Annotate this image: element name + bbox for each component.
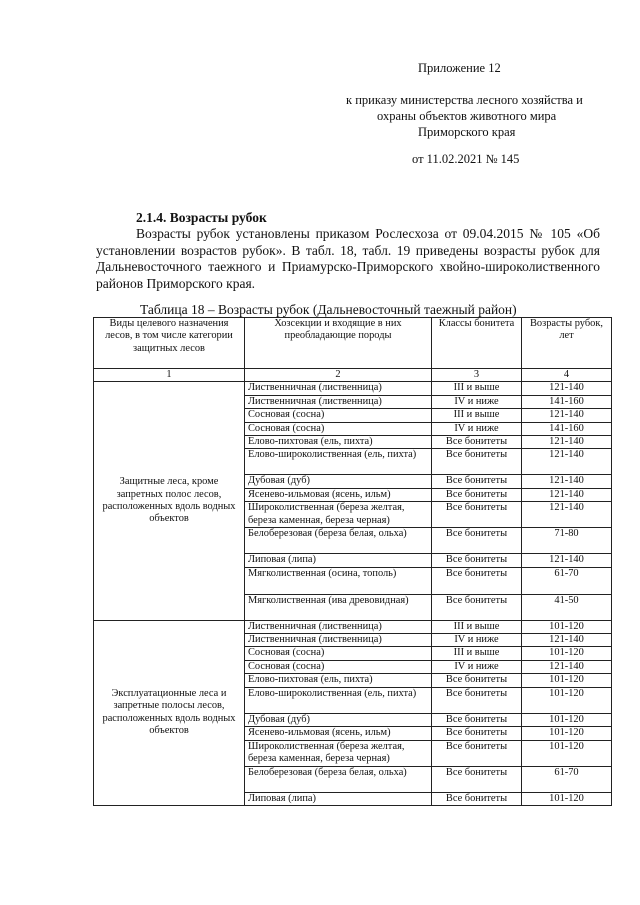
cutting-age-cell: 101-120	[522, 713, 612, 726]
site-class-cell: IV и ниже	[432, 660, 522, 673]
cutting-age-cell: 121-140	[522, 409, 612, 422]
species-cell: Мягколиственная (осина, тополь)	[245, 567, 432, 594]
species-cell: Елово-широколиственная (ель, пихта)	[245, 449, 432, 475]
species-cell: Сосновая (сосна)	[245, 422, 432, 435]
table-header-row	[94, 318, 612, 369]
table-row	[94, 620, 612, 633]
species-cell: Сосновая (сосна)	[245, 660, 432, 673]
site-class-cell: Все бонитеты	[432, 528, 522, 554]
species-cell: Мягколиственная (ива древовидная)	[245, 594, 432, 620]
cutting-age-cell: 141-160	[522, 395, 612, 408]
order-line-2: охраны объектов животного мира	[377, 109, 557, 123]
site-class-cell: III и выше	[432, 647, 522, 660]
site-class-cell: Все бонитеты	[432, 436, 522, 449]
col-number: 3	[432, 369, 522, 382]
cutting-age-cell: 101-120	[522, 740, 612, 766]
site-class-cell: IV и ниже	[432, 634, 522, 647]
order-line-3: Приморского края	[418, 125, 516, 139]
cutting-age-cell: 121-140	[522, 449, 612, 475]
cutting-age-cell: 121-140	[522, 382, 612, 395]
order-line-1: к приказу министерства лесного хозяйства и	[346, 93, 583, 107]
forest-purpose-cell: Защитные леса, кроме запретных полос лесов, расположенных вдоль водных объектов	[94, 382, 245, 620]
section-paragraph	[96, 226, 600, 292]
order-date: от 11.02.2021 № 145	[412, 152, 520, 166]
species-cell: Белоберезовая (береза белая, ольха)	[245, 528, 432, 554]
site-class-cell: Все бонитеты	[432, 502, 522, 528]
site-class-cell: Все бонитеты	[432, 554, 522, 567]
col-number: 4	[522, 369, 612, 382]
cutting-age-cell: 101-120	[522, 727, 612, 740]
species-cell: Ясенево-ильмовая (ясень, ильм)	[245, 488, 432, 501]
species-cell: Елово-пихтовая (ель, пихта)	[245, 436, 432, 449]
appendix-label: Приложение 12	[418, 61, 501, 75]
cutting-age-cell: 101-120	[522, 792, 612, 805]
species-cell: Дубовая (дуб)	[245, 475, 432, 488]
site-class-cell: Все бонитеты	[432, 740, 522, 766]
species-cell: Елово-широколиственная (ель, пихта)	[245, 687, 432, 713]
species-cell: Сосновая (сосна)	[245, 409, 432, 422]
site-class-cell: Все бонитеты	[432, 475, 522, 488]
col-number: 2	[245, 369, 432, 382]
header-species: Хозсекции и входящие в них преобладающие породы	[245, 318, 432, 369]
cutting-age-cell: 61-70	[522, 766, 612, 792]
section-title: 2.1.4. Возрасты рубок	[136, 210, 267, 225]
species-cell: Липовая (липа)	[245, 792, 432, 805]
species-cell: Лиственничная (лиственница)	[245, 620, 432, 633]
site-class-cell: Все бонитеты	[432, 713, 522, 726]
site-class-cell: Все бонитеты	[432, 674, 522, 687]
cutting-age-cell: 101-120	[522, 620, 612, 633]
species-cell: Лиственничная (лиственница)	[245, 382, 432, 395]
site-class-cell: IV и ниже	[432, 395, 522, 408]
site-class-cell: III и выше	[432, 382, 522, 395]
site-class-cell: Все бонитеты	[432, 594, 522, 620]
site-class-cell: Все бонитеты	[432, 488, 522, 501]
cutting-age-cell: 121-140	[522, 502, 612, 528]
site-class-cell: IV и ниже	[432, 422, 522, 435]
header-age: Возрасты рубок, лет	[522, 318, 612, 369]
site-class-cell: Все бонитеты	[432, 792, 522, 805]
column-number-row	[94, 369, 612, 382]
cutting-age-table	[93, 317, 612, 806]
species-cell: Сосновая (сосна)	[245, 647, 432, 660]
table-body	[94, 382, 612, 806]
species-cell: Белоберезовая (береза белая, ольха)	[245, 766, 432, 792]
site-class-cell: Все бонитеты	[432, 449, 522, 475]
cutting-age-cell: 121-140	[522, 436, 612, 449]
cutting-age-cell: 61-70	[522, 567, 612, 594]
cutting-age-cell: 71-80	[522, 528, 612, 554]
header-purpose: Виды целевого назначения лесов, в том числе категории защитных лесов	[94, 318, 245, 369]
species-cell: Елово-пихтовая (ель, пихта)	[245, 674, 432, 687]
cutting-age-cell: 121-140	[522, 554, 612, 567]
cutting-age-cell: 121-140	[522, 488, 612, 501]
site-class-cell: Все бонитеты	[432, 727, 522, 740]
species-cell: Ясенево-ильмовая (ясень, ильм)	[245, 727, 432, 740]
site-class-cell: Все бонитеты	[432, 567, 522, 594]
table-row	[94, 382, 612, 395]
cutting-age-cell: 121-140	[522, 475, 612, 488]
site-class-cell: Все бонитеты	[432, 766, 522, 792]
species-cell: Липовая (липа)	[245, 554, 432, 567]
species-cell: Широколиственная (береза желтая, береза каменная, береза черная)	[245, 740, 432, 766]
species-cell: Лиственничная (лиственница)	[245, 634, 432, 647]
col-number: 1	[94, 369, 245, 382]
forest-purpose-cell: Эксплуатационные леса и запретные полосы лесов, расположенных вдоль водных объектов	[94, 620, 245, 805]
header-class: Классы бонитета	[432, 318, 522, 369]
cutting-age-cell: 41-50	[522, 594, 612, 620]
species-cell: Лиственничная (лиственница)	[245, 395, 432, 408]
cutting-age-cell: 101-120	[522, 687, 612, 713]
cutting-age-cell: 121-140	[522, 660, 612, 673]
site-class-cell: III и выше	[432, 620, 522, 633]
species-cell: Широколиственная (береза желтая, береза каменная, береза черная)	[245, 502, 432, 528]
site-class-cell: Все бонитеты	[432, 687, 522, 713]
site-class-cell: III и выше	[432, 409, 522, 422]
species-cell: Дубовая (дуб)	[245, 713, 432, 726]
table-caption: Таблица 18 – Возрасты рубок (Дальневосточный таежный район)	[140, 302, 517, 317]
cutting-age-cell: 101-120	[522, 674, 612, 687]
cutting-age-cell: 141-160	[522, 422, 612, 435]
cutting-age-cell: 101-120	[522, 647, 612, 660]
cutting-age-cell: 121-140	[522, 634, 612, 647]
paragraph-text: Возрасты рубок установлены приказом Рослесхоза от 09.04.2015 № 105 «Об установлении возрастов рубок». В табл. 18, табл. 19 приведены возрасты рубок для Дальневосточного таежного и Приамурско-Приморского хвойно-широколиственного районов Приморского края.	[96, 226, 600, 291]
